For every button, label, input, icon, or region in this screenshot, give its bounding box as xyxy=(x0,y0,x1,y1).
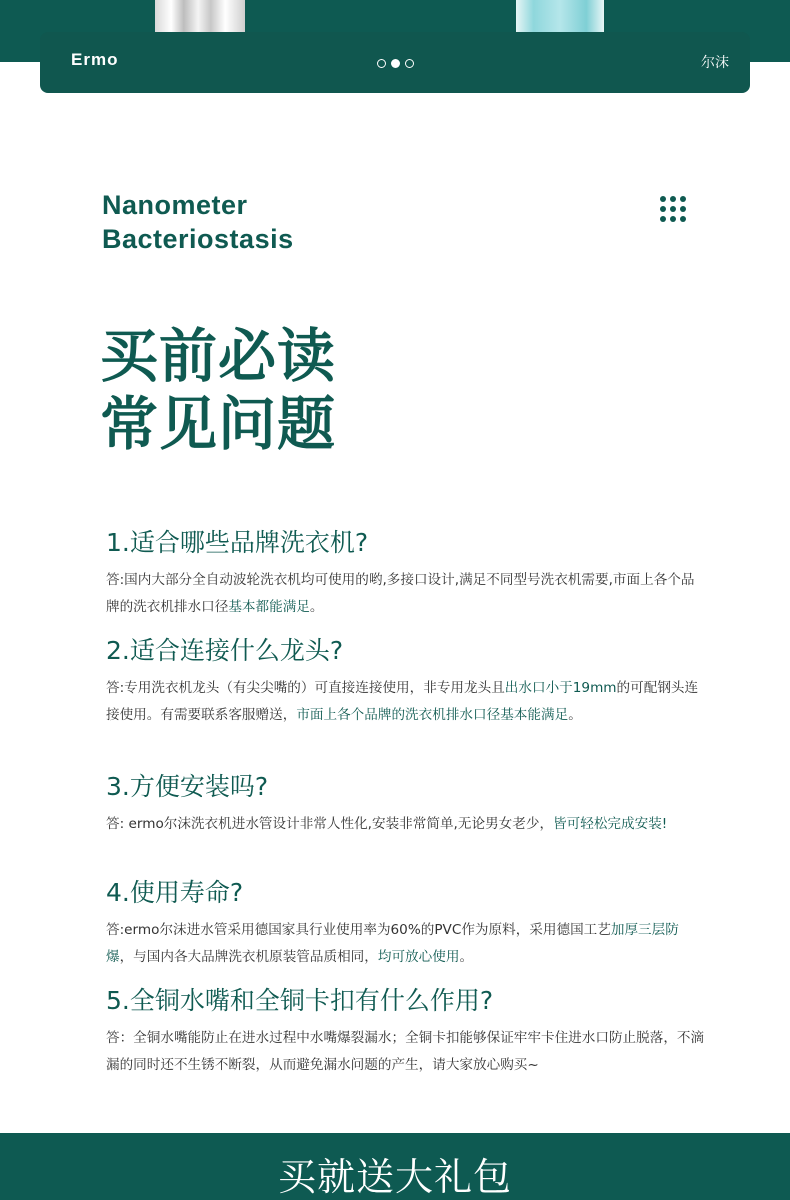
faq-answer xyxy=(106,917,706,971)
carousel-dot[interactable] xyxy=(405,59,414,68)
page-title-line1: 买前必读 xyxy=(100,322,337,390)
faq-item-1 xyxy=(106,528,706,621)
answer-highlight: 均可放心使用 xyxy=(377,949,460,965)
answer-text: 答:国内大部分全自动波轮洗衣机均可使用的哟,多接口设计,满足不同型号洗衣机需要,市面上各个品牌的洗衣机排水口径 xyxy=(106,572,695,615)
page-title xyxy=(100,322,336,458)
faq-question: 2.适合连接什么龙头? xyxy=(106,636,344,665)
answer-text: 答: ermo尔沫洗衣机进水管设计非常人性化,安装非常简单,无论男女老少， xyxy=(106,816,554,832)
product-image-white-hose xyxy=(155,0,245,33)
answer-highlight: 出水口小于19mm xyxy=(504,680,617,696)
brand-logo[interactable]: Ermo xyxy=(71,50,119,69)
faq-item-5 xyxy=(106,986,706,1079)
faq-answer xyxy=(106,1025,706,1079)
faq-question: 3.方便安装吗? xyxy=(106,772,269,801)
faq-question: 5.全铜水嘴和全铜卡扣有什么作用? xyxy=(106,986,494,1015)
faq-item-4 xyxy=(106,878,706,971)
answer-highlight: 加厚三层防爆 xyxy=(106,922,679,965)
faq-item-2 xyxy=(106,636,706,729)
faq-question: 4.使用寿命? xyxy=(106,878,244,907)
answer-text: 的可配钢头连接使用。有需要联系客服赠送， xyxy=(106,680,699,723)
header-bar xyxy=(40,32,750,93)
answer-text: ，与国内各大品牌洗衣机原装管品质相同， xyxy=(119,949,378,965)
faq-item-3 xyxy=(106,772,706,838)
brand-name-chinese[interactable]: 尔沫 xyxy=(701,55,729,71)
carousel-dot[interactable] xyxy=(377,59,386,68)
answer-highlight: 市面上各个品牌的洗衣机排水口径基本能满足 xyxy=(296,707,569,723)
faq-question: 1.适合哪些品牌洗衣机? xyxy=(106,528,369,557)
answer-text: 答:专用洗衣机龙头（有尖尖嘴的）可直接连接使用，非专用龙头且 xyxy=(106,680,505,696)
english-subtitle-line1: Nanometer xyxy=(102,190,248,220)
faq-answer xyxy=(106,567,706,621)
english-subtitle xyxy=(102,188,294,256)
faq-answer xyxy=(106,811,706,838)
carousel-dot[interactable] xyxy=(391,59,400,68)
answer-text: 答：全铜水嘴能防止在进水过程中水嘴爆裂漏水；全铜卡扣能够保证牢牢卡住进水口防止脱落，不滴漏的同时还不生锈不断裂，从而避免漏水问题的产生，请大家放心购买~ xyxy=(106,1030,705,1073)
faq-answer xyxy=(106,675,706,729)
carousel-indicator xyxy=(377,59,414,68)
gift-banner-title: 买就送大礼包 xyxy=(277,1155,512,1199)
grid-dots-icon xyxy=(660,196,686,222)
answer-text: 答:ermo尔沫进水管采用德国家具行业使用率为60%的PVC作为原料，采用德国工艺 xyxy=(106,922,611,938)
gift-banner xyxy=(0,1133,790,1200)
page-title-line2: 常见问题 xyxy=(100,390,337,458)
answer-text: 。 xyxy=(459,949,474,965)
answer-highlight: 基本都能满足 xyxy=(228,599,310,615)
product-image-blue-hose xyxy=(516,0,604,33)
english-subtitle-line2: Bacteriostasis xyxy=(102,224,294,254)
answer-text: 。 xyxy=(568,707,582,723)
answer-highlight: 皆可轻松完成安装! xyxy=(553,816,668,832)
answer-text: 。 xyxy=(309,599,324,615)
